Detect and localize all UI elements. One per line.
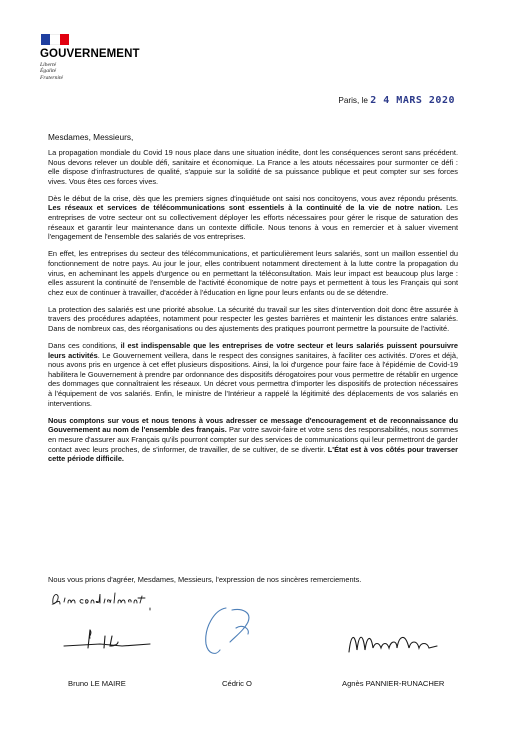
signatory-name: Cédric O	[222, 679, 252, 688]
paragraph	[48, 194, 458, 242]
org-name: GOUVERNEMENT	[40, 48, 140, 60]
closing: Nous vous prions d'agréer, Mesdames, Messieurs, l'expression de nos sincères remerciements.	[48, 575, 362, 584]
signature-le-maire	[60, 622, 165, 662]
letter-body	[48, 148, 458, 471]
salutation: Mesdames, Messieurs,	[48, 132, 134, 142]
text-run: Par votre savoir-faire et votre sens des responsabilités, nous sommes en mesure d'assurer aux Français qu'ils pourront compter sur des services de communications qui leur permettront de garder contact avec leurs proches, de s'informer, de travailler, de se cultiver, de se divertir.	[48, 425, 458, 454]
signature-cedric-o	[196, 600, 276, 670]
signatory-name: Agnès PANNIER-RUNACHER	[342, 679, 445, 688]
motto-line: Liberté	[40, 62, 57, 68]
signature-pannier-runacher	[345, 622, 465, 662]
emphasis: L'État est à vos côtés pour traverser cette période difficile.	[48, 444, 459, 464]
text-run: Dès le début de la crise, dès que les premiers signes d'inquiétude ont saisi nos concitoyens, vous avez répondu présents.	[48, 193, 458, 203]
motto	[40, 62, 140, 81]
dateline	[338, 95, 455, 106]
date-place: Paris, le	[338, 96, 368, 105]
motto-line: Fraternité	[40, 74, 63, 81]
text-run: Les entreprises de votre secteur ont su collectivement déployer les efforts nécessaires pour gérer le risque de saturation des réseaux et garantir leur maintenance dans un contexte difficile. Nous tenons à vous en remercier et à saluer vivement l'engagement de l'ensemble des salariés de vos entreprises.	[48, 203, 458, 242]
paragraph	[48, 341, 458, 408]
government-logo	[40, 34, 140, 81]
signatory-name: Bruno LE MAIRE	[68, 679, 126, 688]
date-stamp: 2 4 MARS 2020	[370, 95, 455, 106]
motto-line: Égalité	[40, 68, 57, 75]
emphasis: Nous comptons sur vous et nous tenons à vous adresser ce message d'encouragement et de reconnaissance du Gouvernement au nom de l'ensemble des français.	[48, 415, 458, 435]
paragraph: En effet, les entreprises du secteur des télécommunications, et particulièrement leurs salariés, sont un maillon essentiel du fonctionnement de notre pays. Au jour le jour, elles contribuent notamment directement à la lutte contre la propagation du virus, en acheminant les appels d'urgence ou en permettant la téléconsultation. Mais leur impact est beaucoup plus large : elles assurent la continuité de l'ensemble de l'activité économique de notre pays et permettent à tous les Français qui sont chez eux de continuer à travailler, d'accéder à l'éducation en ligne pour leurs enfants ou de se détendre.	[48, 249, 458, 297]
paragraph	[48, 416, 458, 464]
text-run: . Le Gouvernement veillera, dans le respect des consignes sanitaires, à faciliter ces activités. D'ores et déjà, nous avons pris en urgence à cet effet plusieurs dispositions. Ainsi, la loi d'urgence pour faire face à l'épidémie de Covid-19 habilitera le Gouvernement à prendre par ordonnance des dispositifs dérogatoires pour vous permettre de rétablir en urgence des dommages que connaîtraient les réseaux. Un décret vous permettra d'importer les dispositifs de protection nécessaires à l'équipement de vos salariés. Enfin, le ministre de l'Intérieur a rappelé la légitimité des déplacements de vos salariés en interventions.	[48, 350, 459, 408]
paragraph: La propagation mondiale du Covid 19 nous place dans une situation inédite, dont les conséquences seront sans précédent. Nous devons relever un double défi, sanitaire et économique. La France a les atouts nécessaires pour surmonter ce défi : elle dispose d'infrastructures de qualité, s'appuie sur la solidité de sa puissance publique et peut compter sur ses forces vives. Vous êtes ces forces vives.	[48, 148, 458, 186]
emphasis: Les réseaux et services de télécommunications sont essentiels à la continuité de la vie de notre nation.	[48, 203, 443, 213]
french-flag-icon	[41, 34, 69, 45]
emphasis: il est indispensable que les entreprises de votre secteur et leurs salariés puissent poursuivre leurs activités	[48, 341, 459, 360]
text-run: Dans ces conditions,	[48, 341, 121, 351]
paragraph: La protection des salariés est une priorité absolue. La sécurité du travail sur les sites d'intervention doit donc être assurée à travers des procédures adaptées, notamment pour respecter les gestes barrières et maintenir les distances entre salariés. Dans de nombreux cas, des réorganisations ou des ajustements des pratiques pourront permettre la poursuite de l'activité.	[48, 304, 458, 333]
handwritten-note	[50, 588, 160, 612]
